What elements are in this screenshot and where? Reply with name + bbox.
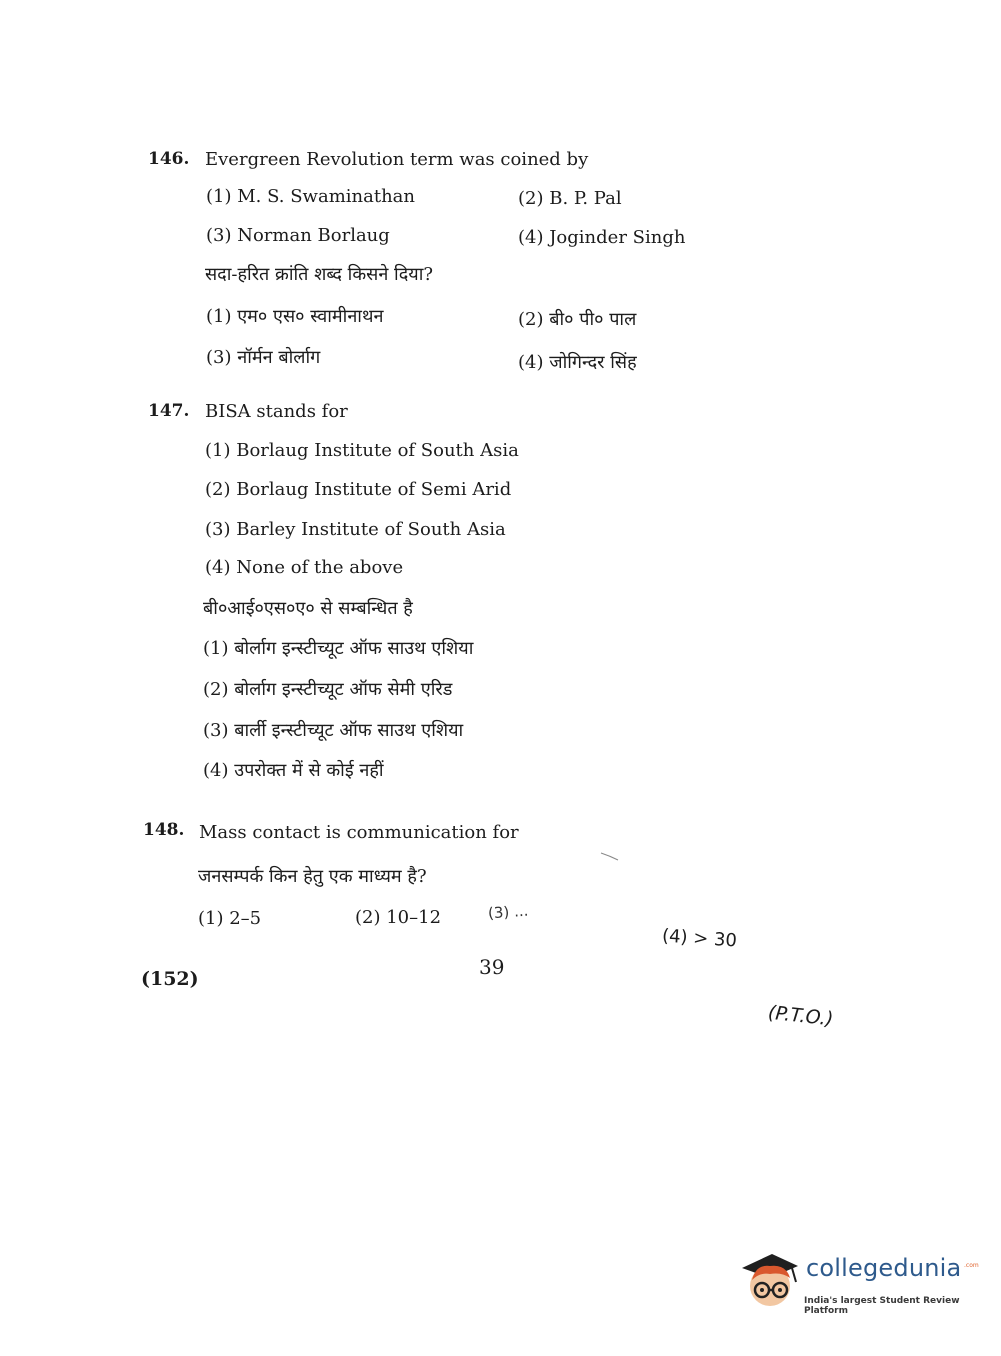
option-hi: (1) एम० एस० स्वामीनाथन: [206, 306, 384, 327]
stray-mark: [600, 850, 620, 862]
question-text-hi: बी०आई०एस०ए० से सम्बन्धित है: [203, 598, 413, 619]
option-en: (1) Borlaug Institute of South Asia: [205, 440, 519, 461]
option: (2) 10–12: [355, 907, 442, 928]
option-handwritten: (4) > 30: [661, 925, 738, 952]
mascot-icon: [738, 1248, 802, 1312]
option-en: (3) Barley Institute of South Asia: [205, 519, 506, 540]
option-en: (2) Borlaug Institute of Semi Arid: [205, 479, 512, 500]
option-hi: (2) बी० पी० पाल: [518, 309, 637, 330]
option-hi: (2) बोर्लाग इन्स्टीच्यूट ऑफ सेमी एरिड: [203, 679, 453, 700]
option-en: (2) B. P. Pal: [518, 188, 622, 209]
brand-name: collegedunia: [806, 1254, 962, 1282]
option-en: (3) Norman Borlaug: [206, 225, 390, 246]
option-hi: (3) नॉर्मन बोर्लाग: [206, 347, 321, 368]
watermark-logo: [738, 1248, 979, 1316]
question-number: 148.: [143, 820, 185, 840]
question-text-en: BISA stands for: [205, 401, 348, 422]
question-text-en: Evergreen Revolution term was coined by: [205, 149, 589, 170]
question-text-en: Mass contact is communication for: [199, 822, 519, 843]
option-hi: (1) बोर्लाग इन्स्टीच्यूट ऑफ साउथ एशिया: [203, 638, 474, 659]
option-hi: (4) जोगिन्दर सिंह: [518, 352, 637, 373]
option: (1) 2–5: [198, 908, 262, 929]
option-en: (1) M. S. Swaminathan: [206, 186, 415, 207]
page-number: 39: [479, 955, 505, 979]
option-en: (4) Joginder Singh: [518, 227, 686, 248]
question-number: 146.: [148, 149, 190, 169]
question-text-hi: जनसम्पर्क किन हेतु एक माध्यम है?: [198, 866, 427, 887]
question-text-hi: सदा-हरित क्रांति शब्द किसने दिया?: [205, 264, 434, 285]
pto-note: (P.T.O.): [767, 1001, 835, 1031]
option-scrawled: (3) ...: [487, 901, 529, 923]
brand-suffix: .com: [964, 1262, 979, 1269]
option-hi: (3) बार्ली इन्स्टीच्यूट ऑफ साउथ एशिया: [203, 720, 464, 741]
question-number: 147.: [148, 401, 190, 421]
paper-code: (152): [141, 968, 199, 990]
brand-tagline: India's largest Student Review Platform: [804, 1296, 960, 1316]
option-en: (4) None of the above: [205, 557, 404, 578]
option-hi: (4) उपरोक्त में से कोई नहीं: [203, 760, 384, 781]
